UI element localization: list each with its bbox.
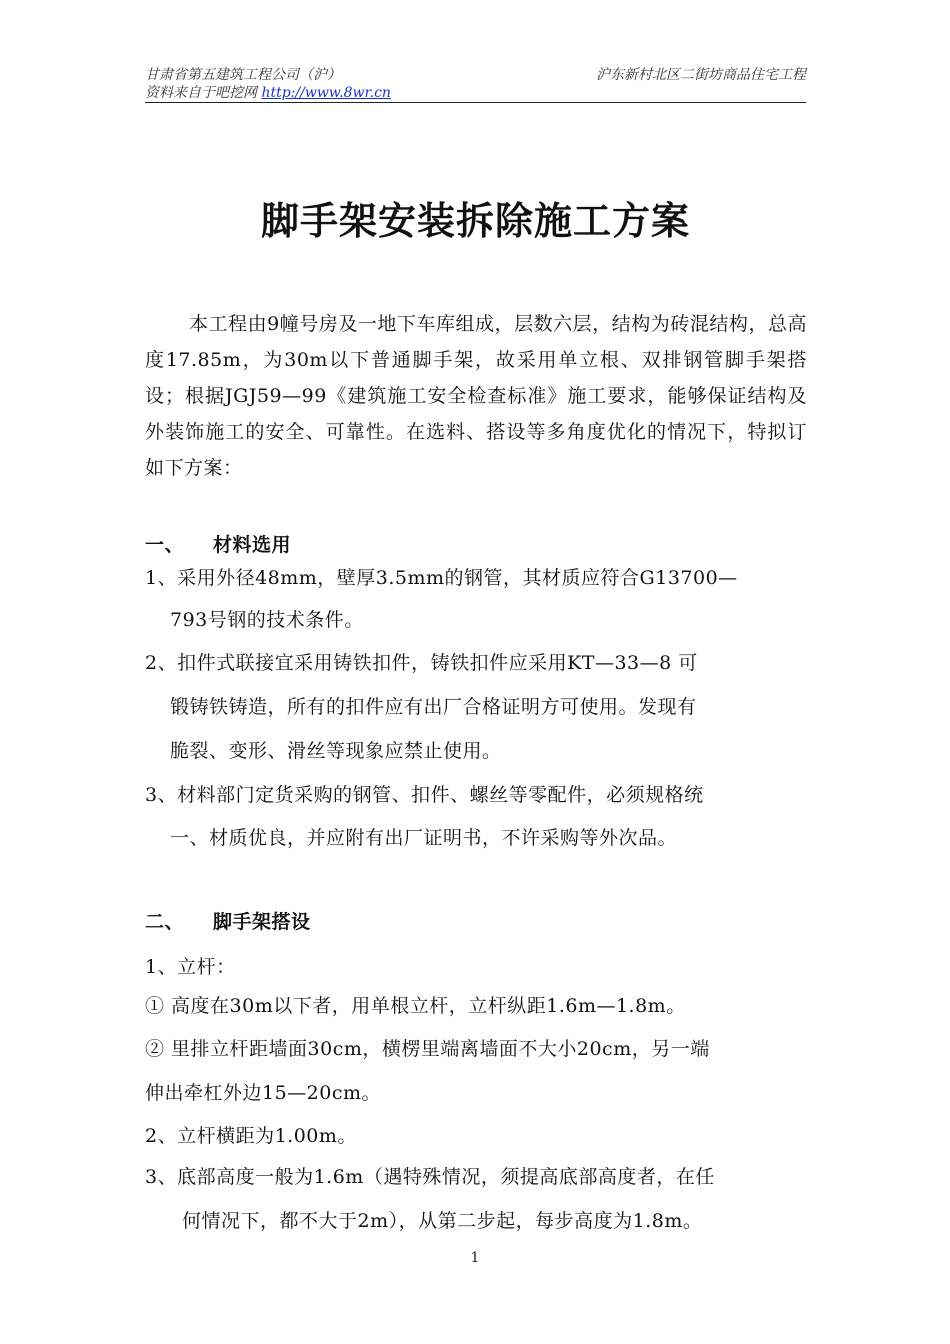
section-2-line: ② 里排立杆距墙面30cm，横楞里端离墙面不大小20cm，另一端 [145, 1038, 710, 1060]
header-project: 沪东新村北区二街坊商品住宅工程 [596, 67, 806, 83]
section-2-heading [145, 910, 311, 934]
header-source [145, 84, 391, 102]
header-source-prefix: 资料来自于吧挖网 [145, 85, 257, 101]
section-1-heading [145, 533, 291, 557]
section-2-line: 2、立杆横距为1.00m。 [145, 1125, 357, 1147]
section-2-line: 1、立杆： [145, 956, 236, 978]
section-1-line: 1、采用外径48mm，壁厚3.5mm的钢管，其材质应符合G13700— [145, 567, 738, 589]
section-2-line: 伸出牵杠外边15—20cm。 [145, 1082, 382, 1104]
section-1-line: 2、扣件式联接宜采用铸铁扣件，铸铁扣件应采用KT—33—8 可 [145, 652, 698, 674]
document-title: 脚手架安装拆除施工方案 [260, 199, 690, 243]
section-2-line: 3、底部高度一般为1.6m（遇特殊情况，须提高底部高度者，在任 [145, 1166, 715, 1188]
section-2-title: 脚手架搭设 [213, 911, 311, 933]
intro-paragraph: 本工程由9幢号房及一地下车库组成，层数六层，结构为砖混结构，总高度17.85m，为30m以下普通脚手架，故采用单立根、双排钢管脚手架搭设；根据JGJ59—99《建筑施工安全检查标准》施工要求，能够保证结构及外装饰施工的安全、可靠性。在选料、搭设等多角度优化的情况下，特拟订如下方案： [145, 313, 807, 479]
section-1-line: 脆裂、变形、滑丝等现象应禁止使用。 [170, 740, 502, 762]
header-company: 甘肃省第五建筑工程公司（沪） [145, 67, 341, 83]
section-1-line: 一、材质优良，并应附有出厂证明书，不许采购等外次品。 [170, 827, 678, 849]
section-1-line: 锻铸铁铸造，所有的扣件应有出厂合格证明方可使用。发现有 [170, 696, 697, 718]
section-1-number: 一、 [145, 534, 185, 556]
header-source-link[interactable]: http://www.8wr.cn [261, 85, 391, 101]
section-1-title: 材料选用 [213, 534, 292, 556]
section-2-number: 二、 [145, 911, 185, 933]
section-1-line: 793号钢的技术条件。 [170, 609, 364, 631]
section-2-line: ① 高度在30m以下者，用单根立杆，立杆纵距1.6m—1.8m。 [145, 995, 686, 1017]
section-1-line: 3、材料部门定货采购的钢管、扣件、螺丝等零配件，必须规格统 [145, 784, 704, 806]
page-number: 1 [470, 1250, 480, 1266]
page-header [145, 66, 806, 103]
section-2-line: 何情况下，都不大于2m），从第二步起，每步高度为1.8m。 [182, 1210, 703, 1232]
